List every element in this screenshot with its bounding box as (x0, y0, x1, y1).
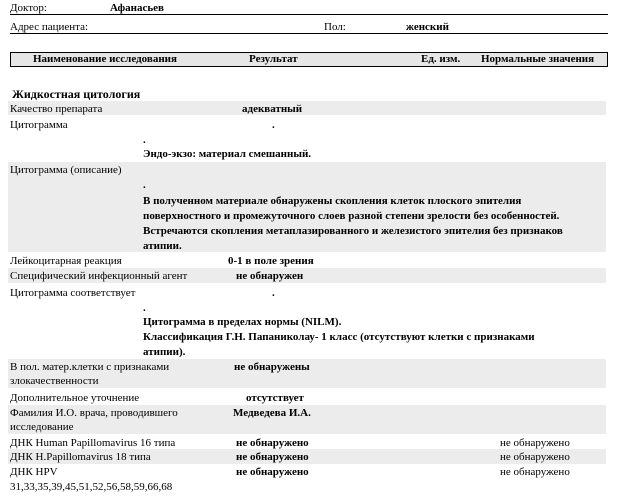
header-rule-bottom (10, 33, 608, 34)
doctor-label: Доктор: (10, 2, 47, 14)
row-malignancy-name-1: В пол. матер.клетки с признаками (10, 361, 170, 373)
row-leukocyte-name: Лейкоцитарная реакция (10, 255, 122, 267)
row-conforms-line3: атипии). (143, 346, 186, 358)
row-conforms-line1: Цитограмма в пределах нормы (NILM). (143, 316, 342, 328)
section-title: Жидкостная цитология (12, 87, 141, 101)
row-hpv-other-name-2: 31,33,35,39,45,51,52,56,58,59,66,68 (10, 481, 173, 493)
row-cytogram-desc-dot: . (143, 179, 146, 191)
row-infectious-name: Специфический инфекционный агент (10, 270, 188, 282)
row-quality-name: Качество препарата (10, 103, 103, 115)
row-extra-result: отсутствует (246, 392, 304, 404)
row-hpv18-name: ДНК H.Papillomavirus 18 типа (10, 451, 151, 463)
col-name-header: Наименование исследования (33, 53, 177, 65)
table-header (10, 52, 608, 67)
row-conforms-dot1: . (272, 287, 275, 299)
row-cytogram-desc-line4: атипии. (143, 240, 182, 252)
header-rule-top (10, 14, 608, 15)
row-conforms-name: Цитограмма соответствует (10, 287, 136, 299)
doctor-value: Афанасьев (110, 2, 164, 14)
row-cytogram-desc-line3: Встречаются скопления метаплазированного и железистого эпителия без признаков (143, 225, 563, 237)
row-hpv18-result: не обнаружено (236, 451, 309, 463)
col-norm-header: Нормальные значения (481, 53, 595, 65)
row-hpv16-name: ДНК Human Papillomavirus 16 типа (10, 437, 176, 449)
row-conforms-line2: Классификация Г.Н. Папаниколау- 1 класс (отсутствуют клетки с признаками (143, 331, 535, 343)
row-cytogram-dot2: . (143, 134, 146, 146)
row-malignancy-name-2: злокачественности (10, 375, 99, 387)
row-hpv-other-name-1: ДНК HPV (10, 466, 58, 478)
row-infectious-result: не обнаружен (236, 270, 304, 282)
row-quality-result: адекватный (242, 103, 303, 115)
row-hpv-other-norm: не обнаружено (500, 466, 570, 478)
row-cytogram-dot1: . (272, 119, 275, 131)
address-label: Адрес пациента: (10, 21, 89, 33)
row-doctor-name-2: исследование (10, 421, 74, 433)
row-cytogram-result: Эндо-экзо: материал смешанный. (143, 148, 312, 160)
row-conforms-dot2: . (143, 302, 146, 314)
row-cytogram-name: Цитограмма (10, 119, 68, 131)
sex-label: Пол: (324, 21, 346, 33)
row-extra-name: Дополнительное уточнение (10, 392, 140, 404)
col-unit-header: Ед. изм. (421, 53, 461, 65)
row-doctor-name-1: Фамилия И.О. врача, проводившего (10, 407, 178, 419)
row-malignancy-result: не обнаружены (234, 361, 310, 373)
row-hpv16-norm: не обнаружено (500, 437, 570, 449)
row-doctor-result: Медведева И.А. (233, 407, 311, 419)
row-cytogram-desc-name: Цитограмма (описание) (10, 164, 122, 176)
row-cytogram-desc-line1: В полученном материале обнаружены скопления клеток плоского эпителия (143, 195, 522, 207)
sex-value: женский (406, 21, 449, 33)
col-result-header: Результат (249, 53, 298, 65)
row-leukocyte-result: 0-1 в поле зрения (228, 255, 314, 267)
row-hpv16-result: не обнаружено (236, 437, 309, 449)
row-hpv18-norm: не обнаружено (500, 451, 570, 463)
row-cytogram-desc-line2: поверхностного и промежуточного слоев разной степени зрелости без особенностей. (143, 210, 560, 222)
row-hpv-other-result: не обнаружено (236, 466, 309, 478)
